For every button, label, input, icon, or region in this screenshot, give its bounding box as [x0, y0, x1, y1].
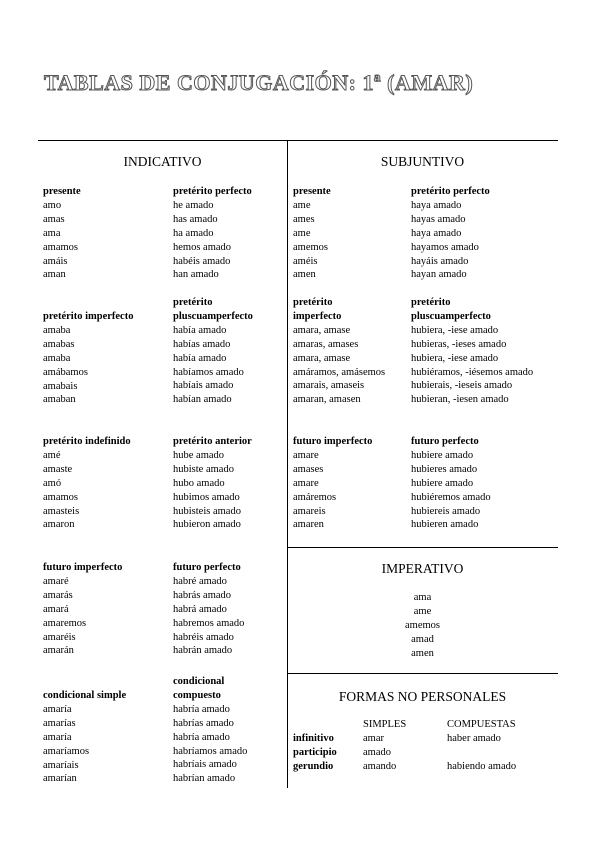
formas-rule [287, 673, 558, 674]
form: amemos [405, 619, 440, 631]
form: amaría [43, 703, 72, 715]
sub-presente [293, 185, 331, 282]
col-simples-header: SIMPLES [363, 719, 407, 730]
form: hubiere amado [411, 477, 474, 489]
form: ame [293, 227, 311, 239]
tense-label: pluscuamperfecto [173, 310, 253, 322]
form: habrían amado [173, 773, 236, 785]
sub-preterito-imperfecto [293, 296, 385, 407]
form: amaran, amasen [293, 394, 361, 406]
form: haya amado [411, 227, 462, 239]
form: amará [43, 603, 69, 615]
ind-preterito-anterior [173, 435, 252, 532]
form: amarías [43, 717, 76, 729]
formas-heading: FORMAS NO PERSONALES [338, 689, 507, 704]
tense-label: condicional simple [43, 690, 127, 701]
form: amara, amase [293, 324, 351, 336]
form: amáis [43, 255, 68, 267]
label: gerundio [293, 761, 334, 772]
form: amad [411, 633, 434, 645]
ind-condicional-compuesto [173, 675, 247, 786]
tense-label: presente [293, 186, 331, 197]
tense-label: pretérito [173, 297, 213, 308]
form: amara, amase [293, 352, 351, 364]
form: amarás [43, 589, 73, 601]
top-rule [38, 140, 558, 141]
form: amaré [43, 575, 69, 587]
label: participio [293, 747, 337, 758]
form: hayas amado [411, 213, 466, 225]
tense-label: pretérito anterior [173, 436, 252, 447]
form: amé [43, 449, 61, 461]
ind-condicional-simple [43, 689, 126, 786]
form: ames [293, 213, 315, 225]
form: ame [413, 605, 432, 617]
form: hubieran, -iesen amado [411, 394, 509, 406]
form: ama [413, 592, 432, 603]
tense-label: futuro perfecto [173, 562, 241, 573]
imperativo-forms [287, 591, 558, 661]
form: hubiéremos amado [411, 491, 491, 503]
tense-label: futuro imperfecto [293, 436, 373, 447]
form: amasteis [43, 505, 80, 517]
form: habréis amado [173, 631, 234, 643]
tense-label: compuesto [173, 689, 221, 701]
tense-label: imperfecto [293, 310, 342, 322]
imperativo-rule [287, 547, 558, 548]
form: amó [43, 477, 62, 489]
form: he amado [173, 199, 214, 211]
form: hayáis amado [411, 255, 469, 267]
form: hubieron amado [173, 519, 241, 531]
form: habíais amado [173, 380, 234, 392]
form: amemos [293, 241, 328, 253]
form: amaras, amases [293, 338, 359, 350]
form: aman [43, 269, 66, 281]
form: hayan amado [411, 269, 467, 281]
tense-label: pretérito perfecto [173, 186, 252, 197]
ind-preterito-perfecto [173, 185, 252, 282]
gerundio-simple: amando [363, 761, 397, 772]
form: amaríamos [43, 745, 90, 757]
form: habrán amado [173, 645, 233, 657]
participio-label [293, 746, 337, 760]
form: habrás amado [173, 589, 232, 601]
imperativo-heading: IMPERATIVO [381, 561, 464, 576]
form: hubieras, -ieses amado [411, 338, 507, 350]
form: amabas [43, 338, 75, 350]
form: ame [293, 199, 311, 211]
form: amamos [43, 491, 78, 503]
form: habían amado [173, 394, 232, 406]
form: hubierais, -ieseis amado [411, 380, 513, 392]
form: habré amado [173, 575, 227, 587]
form: amaría [43, 731, 72, 743]
form: amases [293, 463, 324, 475]
gerundio-compuesta: habiendo amado [447, 761, 517, 772]
form: has amado [173, 213, 218, 225]
infinitivo-simple: amar [363, 733, 384, 744]
form: ha amado [173, 227, 214, 239]
form: amamos [43, 241, 78, 253]
form: amaríais [43, 759, 79, 771]
form: habías amado [173, 338, 231, 350]
form: amaba [43, 324, 71, 336]
tense-label: futuro perfecto [411, 436, 479, 447]
infinitivo-label [293, 732, 334, 746]
form: hubiereis amado [411, 505, 481, 517]
form: amaban [43, 394, 76, 406]
form: hubiere amado [411, 449, 474, 461]
sub-preterito-perfecto [411, 185, 490, 282]
tense-label: pretérito [293, 297, 333, 308]
form: habría amado [173, 703, 230, 715]
tense-label: pretérito imperfecto [43, 311, 134, 322]
infinitivo-compuesta: haber amado [447, 733, 501, 744]
tense-label: pretérito perfecto [411, 186, 490, 197]
form: habrá amado [173, 603, 227, 615]
form: habría amado [173, 731, 230, 743]
sub-futuro-perfecto [411, 435, 491, 532]
form: amen [293, 269, 316, 281]
form: habremos amado [173, 617, 245, 629]
tense-label: futuro imperfecto [43, 562, 123, 573]
tense-label: pluscuamperfecto [411, 310, 491, 322]
form: habrías amado [173, 717, 234, 729]
form: haya amado [411, 199, 462, 211]
form: amas [43, 213, 65, 225]
form: ama [43, 227, 61, 239]
indicativo-heading: INDICATIVO [123, 154, 202, 169]
form: hubimos amado [173, 491, 240, 503]
form: amarían [43, 773, 77, 785]
form: amaste [43, 463, 73, 475]
gerundio-label [293, 760, 333, 774]
ind-futuro-perfecto [173, 561, 244, 658]
form: améis [293, 255, 318, 267]
form: amáremos [293, 491, 337, 503]
form: hubiera, -iese amado [411, 324, 499, 336]
form: amareis [293, 505, 326, 517]
form: hubisteis amado [173, 505, 241, 517]
form: hubiéramos, -iésemos amado [411, 366, 534, 378]
form: habíamos amado [173, 366, 244, 378]
form: amaréis [43, 631, 76, 643]
form: amarais, amaseis [293, 380, 365, 392]
form: amare [293, 477, 319, 489]
participio-simple: amado [363, 747, 391, 758]
form: había amado [173, 352, 227, 364]
form: han amado [173, 269, 219, 281]
form: hemos amado [173, 241, 232, 253]
form: amaba [43, 352, 71, 364]
ind-pluscuamperfecto [173, 296, 253, 407]
page-title: TABLAS DE CONJUGACIÓN: 1ª (AMAR) [44, 70, 474, 95]
label: infinitivo [293, 733, 334, 744]
ind-preterito-imperfecto [43, 310, 133, 407]
form: hayamos amado [411, 241, 479, 253]
form: había amado [173, 324, 227, 336]
col-compuestas-header: COMPUESTAS [447, 719, 516, 730]
form: hube amado [173, 449, 225, 461]
sub-futuro-imperfecto [293, 435, 372, 532]
tense-label: pretérito [411, 297, 451, 308]
form: amáramos, amásemos [293, 366, 386, 378]
form: amare [293, 449, 319, 461]
form: amen [411, 647, 434, 659]
ind-presente [43, 185, 81, 282]
form: amaren [293, 519, 324, 531]
form: hubiste amado [173, 463, 234, 475]
form: amaremos [43, 617, 87, 629]
form: habéis amado [173, 255, 231, 267]
sub-pluscuamperfecto [411, 296, 533, 407]
ind-preterito-indefinido [43, 435, 131, 532]
subjuntivo-heading: SUBJUNTIVO [380, 154, 465, 169]
form: habríais amado [173, 759, 237, 771]
tense-label: presente [43, 186, 81, 197]
form: amaron [43, 519, 75, 531]
ind-futuro-imperfecto [43, 561, 122, 658]
form: habríamos amado [173, 745, 248, 757]
form: amo [43, 199, 62, 211]
form: hubo amado [173, 477, 225, 489]
form: hubieres amado [411, 463, 478, 475]
form: amarán [43, 645, 74, 657]
form: hubiera, -iese amado [411, 352, 499, 364]
form: amabais [43, 380, 78, 392]
tense-label: pretérito indefinido [43, 436, 131, 447]
form: hubieren amado [411, 519, 479, 531]
form: amábamos [43, 366, 88, 378]
tense-label: condicional [173, 676, 225, 687]
